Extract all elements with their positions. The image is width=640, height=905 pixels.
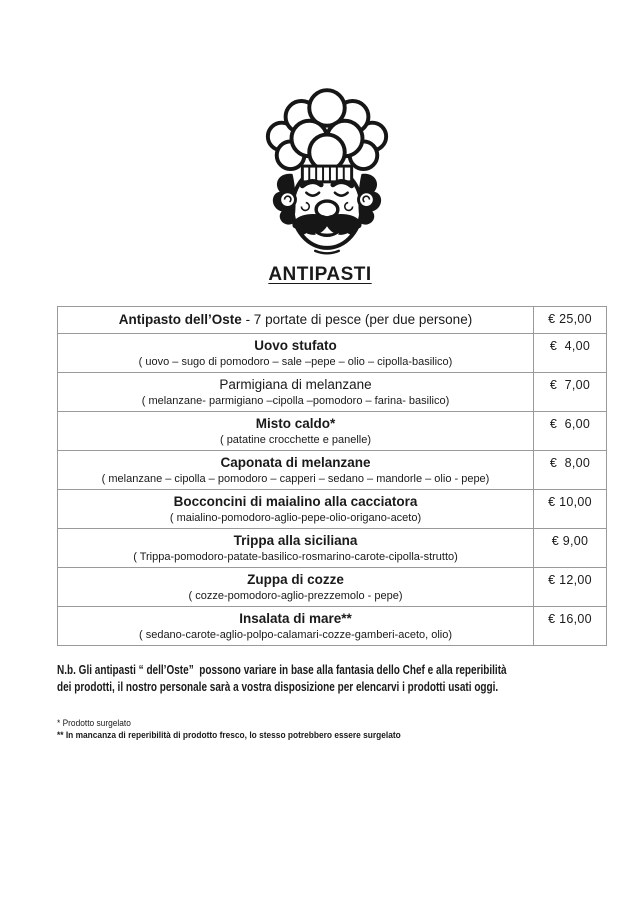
dish-name: Uovo stufato	[254, 338, 337, 353]
dish-price: € 8,00	[534, 451, 607, 490]
dish-ingredients: ( melanzane – cipolla – pomodoro – capperi – sedano – mandorle – olio - pepe)	[101, 473, 490, 485]
footnote-fresh-availability: ** In mancanza di reperibilità di prodotto fresco, lo stesso potrebbero essere surgelato	[57, 730, 401, 741]
dish-name: Insalata di mare**	[239, 611, 352, 626]
dish-price: € 6,00	[534, 412, 607, 451]
dish-name: Zuppa di cozze	[247, 572, 344, 587]
dish-name: Bocconcini di maialino alla cacciatora	[173, 494, 418, 509]
table-row	[58, 490, 607, 529]
dish-name: Antipasto dell’Oste - 7 portate di pesce (per due persone)	[118, 312, 473, 327]
dish-ingredients: ( cozze-pomodoro-aglio-prezzemolo - pepe)	[188, 590, 403, 602]
chef-head-icon	[258, 86, 396, 258]
dish-name: Parmigiana di melanzane	[219, 377, 372, 392]
footnote-frozen-product: * Prodotto surgelato	[57, 718, 131, 729]
chef-note	[57, 662, 640, 696]
dish-ingredients: ( melanzane- parmigiano –cipolla –pomodoro – farina- basilico)	[141, 395, 450, 407]
chef-logo	[258, 86, 396, 258]
dish-price: € 16,00	[534, 607, 607, 646]
dish-ingredients: ( sedano-carote-aglio-polpo-calamari-cozze-gamberi-aceto, olio)	[138, 629, 453, 641]
dish-ingredients: ( uovo – sugo di pomodoro – sale –pepe – olio – cipolla-basilico)	[138, 356, 453, 368]
dish-price: € 9,00	[534, 529, 607, 568]
chef-note-line: N.b. Gli antipasti “ dell’Oste” possono variare in base alla fantasia dello Chef e alla reperibilità	[57, 663, 507, 677]
dish-ingredients: ( patatine crocchette e panelle)	[219, 434, 372, 446]
dish-name: Caponata di melanzane	[220, 455, 371, 470]
table-row	[58, 607, 607, 646]
dish-name: Trippa alla siciliana	[233, 533, 358, 548]
table-row	[58, 451, 607, 490]
table-row	[58, 307, 607, 334]
dish-name: Misto caldo*	[255, 416, 336, 431]
dish-price: € 25,00	[534, 307, 607, 334]
table-row	[58, 412, 607, 451]
dish-price: € 7,00	[534, 373, 607, 412]
dish-ingredients: ( Trippa-pomodoro-patate-basilico-rosmarino-carote-cipolla-strutto)	[133, 551, 458, 563]
dish-description: - 7 portate di pesce (per due persone)	[241, 312, 473, 327]
dish-ingredients: ( maialino-pomodoro-aglio-pepe-olio-origano-aceto)	[169, 512, 422, 524]
menu-table	[57, 306, 607, 646]
table-row	[58, 568, 607, 607]
table-row	[58, 373, 607, 412]
dish-price: € 12,00	[534, 568, 607, 607]
table-row	[58, 334, 607, 373]
table-row	[58, 529, 607, 568]
page-title	[0, 264, 640, 286]
chef-note-line: dei prodotti, il nostro personale sarà a vostra disposizione per elencarvi i prodotti usati oggi.	[57, 680, 499, 694]
page-title-text: ANTIPASTI	[268, 264, 372, 285]
dish-price: € 4,00	[534, 334, 607, 373]
dish-price: € 10,00	[534, 490, 607, 529]
